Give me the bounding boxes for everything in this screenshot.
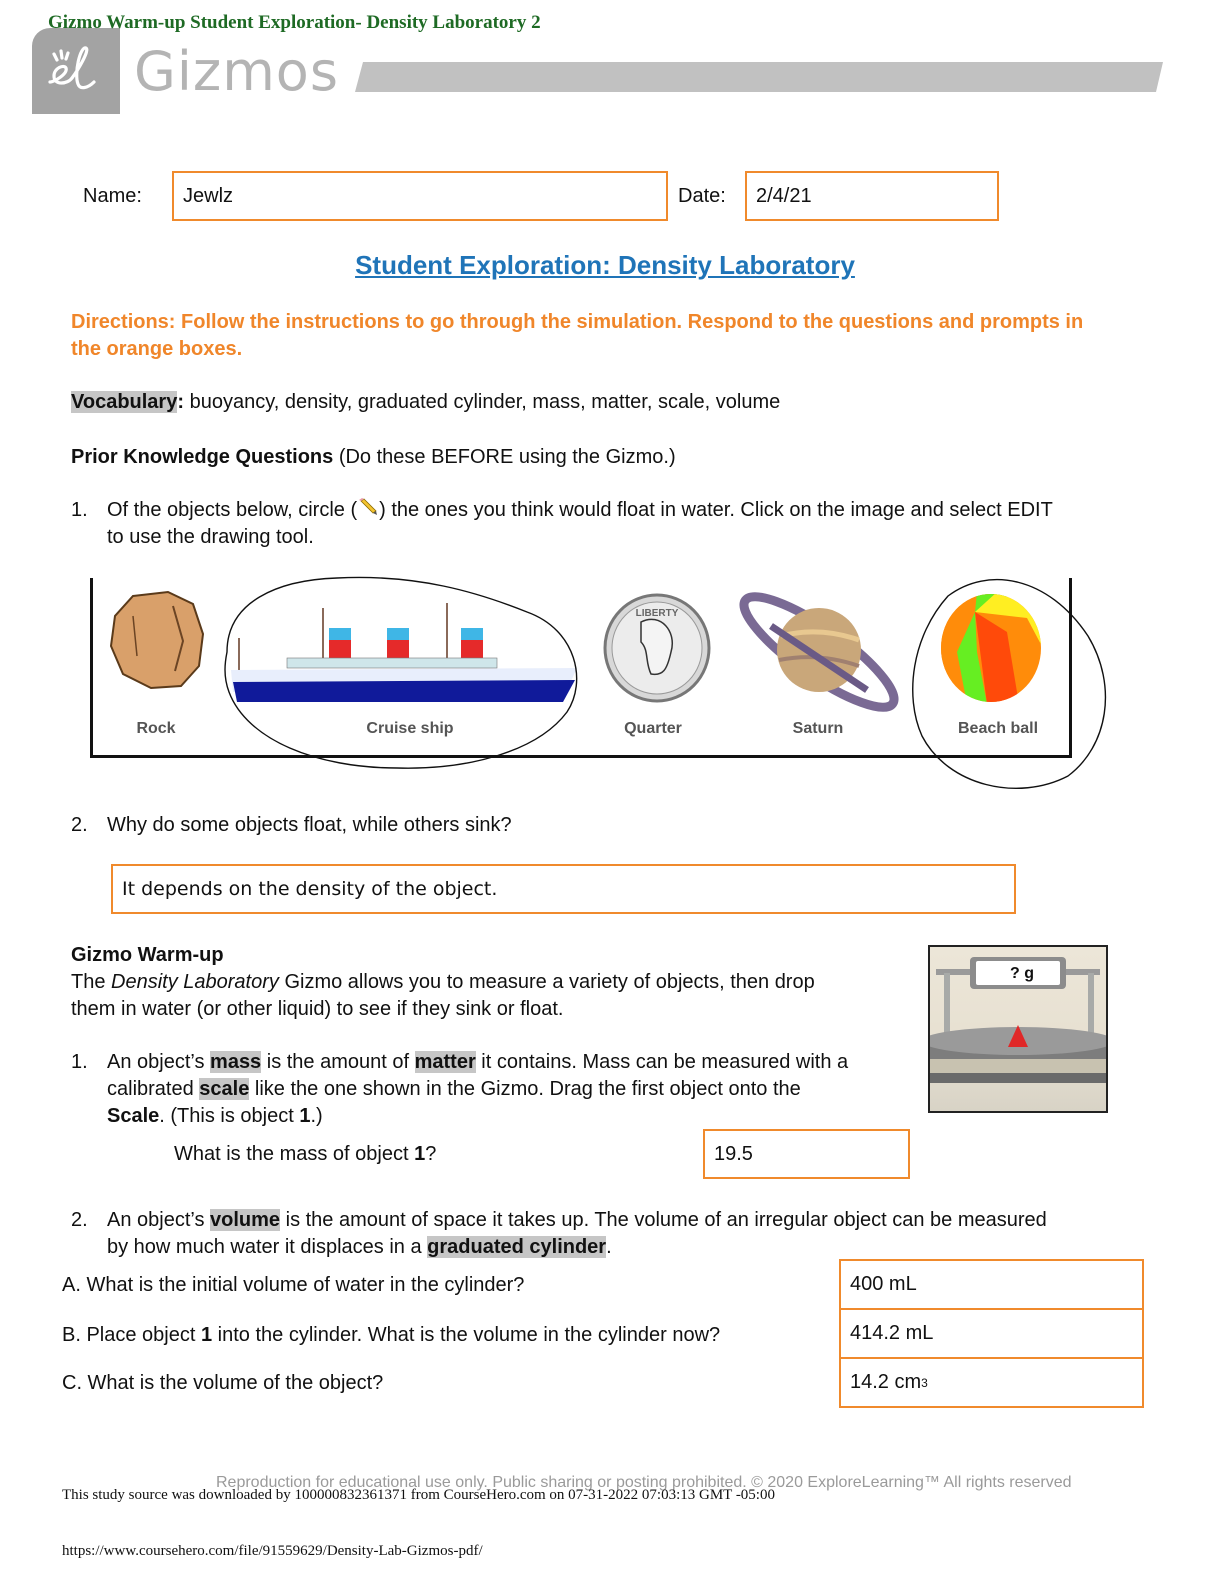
rock-icon: [103, 586, 213, 696]
text-fragment: B. Place object: [62, 1324, 201, 1346]
pk-question-1: 1.: [71, 499, 88, 521]
text-fragment: like the one shown in the Gizmo. Drag the first object onto the: [249, 1078, 801, 1100]
warmup-q2-line2: [107, 1234, 612, 1261]
gizmo-scale-image: [928, 945, 1108, 1113]
saturn-label: Saturn: [792, 720, 844, 737]
saturn-icon: [731, 586, 911, 716]
volume-question-b: [62, 1322, 720, 1349]
rock-label: Rock: [136, 720, 176, 737]
pk-question-1-text: Of the objects below, circle ( ) the ones you think would float in water. Click on the image and select EDIT: [107, 499, 1053, 521]
text-fragment: matter: [414, 1051, 476, 1073]
text-fragment: mass: [210, 1051, 262, 1073]
vocabulary-label: Vocabulary: [71, 391, 178, 413]
warmup-q1-line2: [107, 1076, 801, 1103]
text-fragment: is the amount of: [261, 1051, 415, 1073]
text-fragment: is the amount of space it takes up. The volume of an irregular object can be measured: [280, 1209, 1047, 1231]
header-bar: [355, 62, 1163, 92]
warmup-intro-line2: them in water (or other liquid) to see if they sink or float.: [71, 998, 564, 1020]
date-label: Date:: [678, 185, 726, 207]
text-fragment: 1: [200, 1324, 213, 1346]
pk-question-2-number: 2.: [71, 814, 88, 836]
date-field[interactable]: 2/4/21: [745, 171, 999, 221]
text-fragment: 1: [299, 1105, 311, 1127]
text-fragment: .): [310, 1105, 323, 1127]
text-fragment: by how much water it displaces in a: [107, 1236, 428, 1258]
warmup-intro: The Density Laboratory Gizmo allows you to measure a variety of objects, then drop: [71, 971, 815, 993]
text-fragment: ?: [425, 1143, 437, 1165]
pk-question-1-line2: to use the drawing tool.: [107, 526, 314, 548]
warmup-q1-number: 1.: [71, 1051, 88, 1073]
warmup-q1-line3: [107, 1103, 323, 1130]
text-fragment: it contains. Mass can be measured with a: [475, 1051, 849, 1073]
cruise-ship-label: Cruise ship: [366, 720, 454, 737]
text-fragment: 1: [414, 1143, 426, 1165]
text-fragment: . (This is object: [159, 1105, 300, 1127]
mass-answer-field[interactable]: 19.5: [703, 1129, 910, 1179]
text-fragment: into the cylinder. What is the volume in the cylinder now?: [212, 1324, 721, 1346]
vocabulary-terms: buoyancy, density, graduated cylinder, mass, matter, scale, volume: [184, 391, 781, 413]
scale-display: ? g: [1010, 965, 1034, 982]
volume-answer-b[interactable]: 414.2 mL: [839, 1308, 1144, 1359]
mass-question: [174, 1141, 436, 1168]
quarter-label: Quarter: [624, 720, 682, 737]
name-field[interactable]: Jewlz: [172, 171, 668, 221]
text-fragment: An object’s: [107, 1051, 211, 1073]
warmup-heading: Gizmo Warm-up: [71, 944, 224, 966]
beach-ball-label: Beach ball: [957, 720, 1039, 737]
explorelearning-logo: [32, 28, 120, 114]
text-fragment: .: [606, 1236, 612, 1258]
pencil-icon: [357, 498, 379, 518]
text-fragment: volume: [210, 1209, 281, 1231]
reproduction-notice: Reproduction for educational use only. Public sharing or posting prohibited. © 2020 ExploreLearning™ All rights reserved: [216, 1474, 1072, 1491]
text-fragment: An object’s: [107, 1209, 211, 1231]
warmup-q1-line1: [107, 1049, 848, 1076]
source-url[interactable]: https://www.coursehero.com/file/91559629/Density-Lab-Gizmos-pdf/: [62, 1543, 483, 1559]
gizmos-logo-text: Gizmos: [134, 40, 339, 103]
text-fragment: What is the mass of object: [174, 1143, 415, 1165]
directions-text: Directions: Follow the instructions to go through the simulation. Respond to the questions and prompts in the orange boxes.: [71, 311, 1084, 360]
text-fragment: calibrated: [107, 1078, 200, 1100]
volume-answer-a[interactable]: 400 mL: [839, 1259, 1144, 1310]
text-fragment: scale: [199, 1078, 250, 1100]
study-source-notice: This study source was downloaded by 100000832361371 from CourseHero.com on 07-31-2022 07:03:13 GMT -05:00: [62, 1487, 775, 1503]
quarter-coin-icon: [601, 592, 713, 704]
vocabulary-line: Vocabulary: buoyancy, density, graduated cylinder, mass, matter, scale, volume: [71, 391, 781, 413]
el-logo-icon: [46, 44, 106, 100]
svg-text:LIBERTY: LIBERTY: [635, 608, 679, 619]
name-label: Name:: [83, 185, 142, 207]
document-header-title: Gizmo Warm-up Student Exploration- Density Laboratory 2: [48, 12, 541, 33]
pk-question-2-answer[interactable]: It depends on the density of the object.: [111, 864, 1016, 914]
circle-annotation-ship: [217, 572, 617, 772]
page-title: Student Exploration: Density Laboratory: [355, 250, 855, 280]
prior-knowledge-heading: Prior Knowledge Questions (Do these BEFORE using the Gizmo.): [71, 446, 676, 468]
text-fragment: graduated cylinder: [427, 1236, 607, 1258]
text-fragment: Scale: [107, 1105, 160, 1127]
volume-answer-c[interactable]: 14.2 cm 3: [839, 1357, 1144, 1408]
volume-question-c: C. What is the volume of the object?: [62, 1372, 384, 1394]
pk-question-2-text: Why do some objects float, while others sink?: [107, 814, 512, 836]
circle-annotation-beach-ball: [908, 576, 1108, 796]
volume-question-a: A. What is the initial volume of water in the cylinder?: [62, 1274, 525, 1296]
warmup-q2-line1: [107, 1207, 1047, 1234]
warmup-q2-number: 2.: [71, 1209, 88, 1231]
objects-image[interactable]: [90, 578, 1072, 758]
